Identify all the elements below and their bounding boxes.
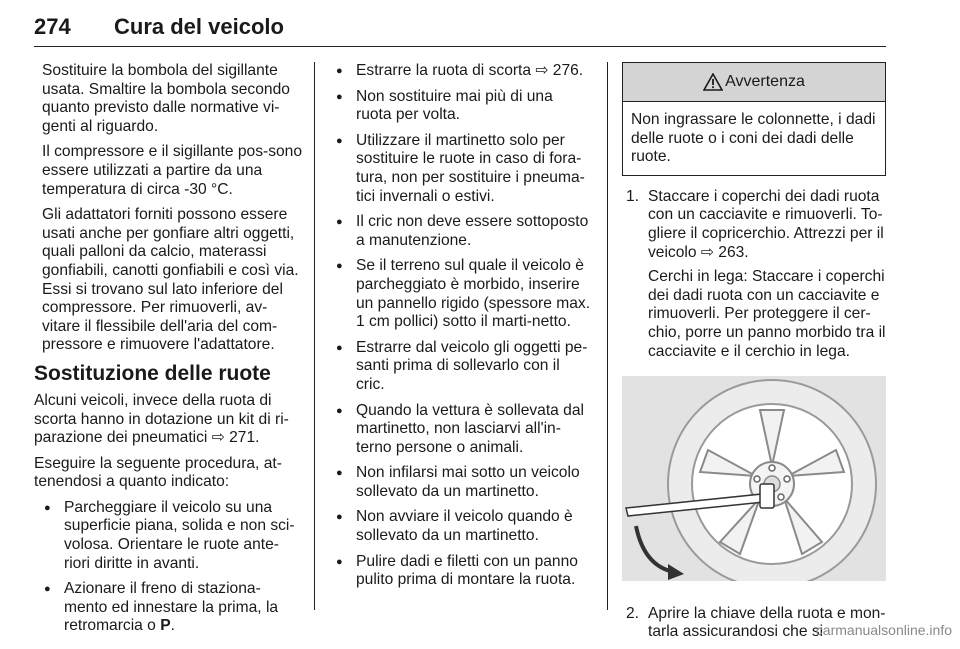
warning-title: Avvertenza <box>725 72 805 90</box>
warning-header <box>623 63 885 102</box>
list-item: ● Se il terreno sul quale il veicolo è parcheggiato è morbido, inserire un pannello rigido (spessore max. 1 cm pollici) sotto il marti-netto. <box>330 257 592 331</box>
gear-symbol: P <box>160 617 171 635</box>
page-ref-link[interactable]: ⇨ 271. <box>207 429 260 447</box>
step-item <box>622 188 886 361</box>
warning-box <box>622 62 886 176</box>
list-item: ● Quando la vettura è sollevata dal martinetto, non lasciarvi all'in-terno persone o animali. <box>330 402 592 458</box>
paragraph-procedure: Eseguire la seguente procedura, at-tenendosi a quanto indicato: <box>34 454 282 491</box>
column-divider <box>607 62 608 610</box>
warning-triangle-icon <box>703 73 723 91</box>
list-item: ● Estrarre la ruota di scorta ⇨ 276. <box>330 62 592 81</box>
section-title: Cura del veicolo <box>114 14 284 39</box>
list-item: ● Parcheggiare il veicolo su una superficie piana, solida e non sci-volosa. Orientare le ruote ante-riori diritte in avanti. <box>34 499 302 573</box>
page-number: 274 <box>34 14 71 39</box>
list-item <box>34 580 302 636</box>
list-item: ● Il cric non deve essere sottoposto a manutenzione. <box>330 213 592 250</box>
list-item: ● Pulire dadi e filetti con un panno pulito prima di montare la ruota. <box>330 553 592 590</box>
paragraph-repair-kit <box>34 392 302 448</box>
list-item: ● Non avviare il veicolo quando è sollevato da un martinetto. <box>330 508 592 545</box>
watermark: carmanualsonline.info <box>815 622 952 638</box>
heading-wheel-change: Sostituzione delle ruote <box>34 361 271 385</box>
list-item: ● Non infilarsi mai sotto un veicolo sollevato da un martinetto. <box>330 464 592 501</box>
paragraph-adapters: Gli adattatori forniti possono essere usati anche per gonfiare altri oggetti, quali palloni da calcio, materassi gonfiabili, canotti gonfiabili e così via. Essi si trovano sul lato inferiore del compressore. Per rimuoverli, av-vitare il flessibile dell'aria del com-pressore e rimuovere l'adattatore. <box>42 206 299 354</box>
step-text: Staccare i coperchi dei dadi ruota con un cacciavite e rimuoverli. To-gliere il copricerchio. Attrezzi per il veicolo ⇨ 263. <box>648 187 884 261</box>
wheel-cover-removal-illustration <box>622 376 886 581</box>
column-2 <box>330 62 592 597</box>
list-item: ● Utilizzare il martinetto solo per sostituire le ruote in caso di fora-tura, non per sostituire i pneuma-tici invernali o estivi. <box>330 132 592 206</box>
page-header <box>34 8 886 47</box>
paragraph-sealant-disposal: Sostituire la bombola del sigillante usata. Smaltire la bombola secondo quanto previsto dalle normative vi-genti al riguardo. <box>42 62 290 135</box>
steps-list <box>622 188 886 361</box>
bullet-text: Azionare il freno di staziona-mento ed innestare la prima, la retromarcia o <box>64 580 279 635</box>
bullet-list-safety <box>330 62 592 590</box>
column-3 <box>622 62 886 649</box>
repair-kit-text: Alcuni veicoli, invece della ruota di scorta hanno in dotazione un kit di ri-parazione dei pneumatici <box>34 391 289 447</box>
column-1 <box>34 62 302 643</box>
bullet-end: . <box>170 617 175 635</box>
paragraph-temperature: Il compressore e il sigillante pos-sono essere utilizzati a partire da una temperatura di circa -30 °C. <box>42 143 303 198</box>
step-number: 1. <box>626 187 640 205</box>
warning-text: Non ingrassare le colonnette, i dadi delle ruote o i coni dei dadi delle ruote. <box>631 111 876 166</box>
column-divider <box>314 62 315 610</box>
list-item: ● Estrarre dal veicolo gli oggetti pe-santi prima di sollevarlo con il cric. <box>330 339 592 395</box>
step-text: Aprire la chiave della ruota e mon-tarla assicurandosi che si <box>648 604 886 641</box>
list-item: ● Non sostituire mai più di una ruota per volta. <box>330 88 592 125</box>
step-number: 2. <box>626 604 640 622</box>
bullet-list-prep <box>34 499 302 636</box>
step-subtext: Cerchi in lega: Staccare i coperchi dei dadi ruota con un cacciavite e rimuoverli. Per proteggere il cer-chio, porre un panno morbido tra il cacciavite e il cerchio in lega. <box>648 268 886 360</box>
